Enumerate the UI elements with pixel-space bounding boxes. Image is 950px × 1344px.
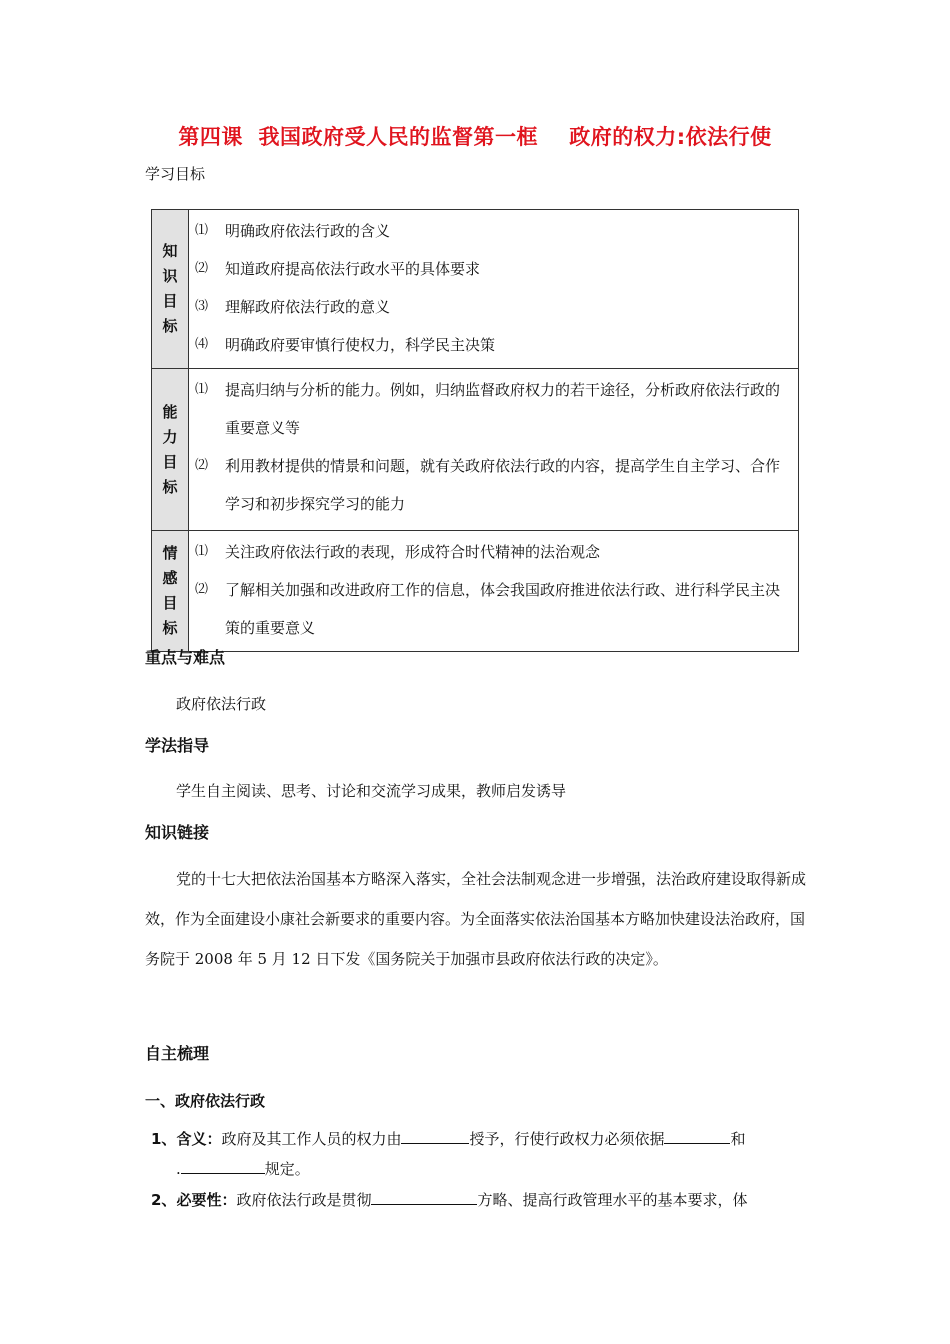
method-heading: 学法指导 [145, 736, 210, 755]
fill-blank[interactable] [664, 1128, 730, 1144]
list-item-definition: 1、含义：政府及其工作人员的权力由 授予，行使行政权力必须依据 和 . 规定。 [151, 1130, 746, 1178]
list-item: ⑷ 明确政府要审慎行使权力，科学民主决策 [195, 336, 496, 354]
category-cell: 能 力 目 标 [152, 369, 189, 531]
key-points-text: 政府依法行政 [176, 695, 267, 713]
list-item: ⑴ 关注政府依法行政的表现，形成符合时代精神的法治观念 [195, 543, 601, 561]
list-item-necessity: 2、必要性：政府依法行政是贯彻 方略、提高行政管理水平的基本要求，体 [151, 1191, 748, 1209]
list-item: ⑵ 利用教材提供的情景和问题，就有关政府依法行政的内容，提高学生自主学习、合作学习和初步探究学习的能力 [195, 457, 781, 513]
goals-table [151, 209, 799, 652]
category-cell: 情 感 目 标 [152, 531, 189, 652]
key-points-heading: 重点与难点 [145, 648, 226, 667]
table-row [152, 210, 799, 369]
fill-blank[interactable] [371, 1189, 477, 1205]
knowledge-heading: 知识链接 [145, 823, 210, 842]
table-row [152, 369, 799, 531]
part1-heading: 一、政府依法行政 [145, 1092, 266, 1110]
category-cell: 知 识 目 标 [152, 210, 189, 369]
page-title: 第四课 我国政府受人民的监督第一框 政府的权力:依法行使 [178, 125, 772, 149]
table-row [152, 531, 799, 652]
items-cell [189, 210, 799, 369]
subtitle: 学习目标 [145, 165, 206, 183]
list-item: ⑴ 提高归纳与分析的能力。例如，归纳监督政府权力的若干途径，分析政府依法行政的重要意义等 [195, 381, 781, 437]
items-cell [189, 369, 799, 531]
self-study-heading: 自主梳理 [145, 1044, 210, 1063]
list-item: ⑶ 理解政府依法行政的意义 [195, 298, 391, 316]
fill-blank[interactable] [401, 1128, 469, 1144]
list-item: ⑴ 明确政府依法行政的含义 [195, 222, 391, 240]
method-text: 学生自主阅读、思考、讨论和交流学习成果，教师启发诱导 [176, 782, 567, 800]
list-item: ⑵ 知道政府提高依法行政水平的具体要求 [195, 260, 481, 278]
knowledge-text: 党的十七大把依法治国基本方略深入落实，全社会法制观念进一步增强，法治政府建设取得新成效，作为全面建设小康社会新要求的重要内容。为全面落实依法治国基本方略加快建设法治政府，国务院于 2008 年 5 月 12 日下发《国务院关于加强市县政府依法行政的决定》。 [145, 870, 807, 968]
fill-blank[interactable] [181, 1158, 265, 1174]
list-item: ⑵ 了解相关加强和改进政府工作的信息，体会我国政府推进依法行政、进行科学民主决策的重要意义 [195, 581, 781, 637]
items-cell [189, 531, 799, 652]
